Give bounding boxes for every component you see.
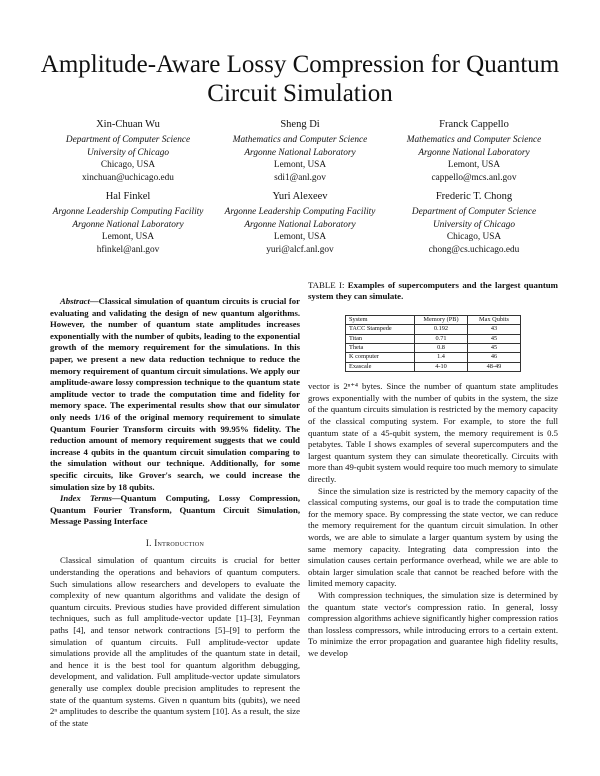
author-org: Argonne National Laboratory xyxy=(244,219,356,230)
author-block xyxy=(28,118,228,184)
author-city: Lemont, USA xyxy=(273,232,327,243)
author-block xyxy=(200,118,400,184)
table-row xyxy=(346,334,521,343)
author-block xyxy=(374,190,574,256)
table-cell: 48-49 xyxy=(468,362,521,371)
author-city: Lemont, USA xyxy=(273,160,327,171)
paper-title: Amplitude-Aware Lossy Compression for Quantum Circuit Simulation xyxy=(40,51,560,107)
table-row xyxy=(346,362,521,371)
author-org: Argonne National Laboratory xyxy=(418,147,530,158)
table-row xyxy=(346,325,521,334)
table-header: Max Qubits xyxy=(468,315,521,324)
author-email: xinchuan@uchicago.edu xyxy=(82,172,174,183)
author-dept: Argonne Leadership Computing Facility xyxy=(224,207,376,217)
author-email: yuri@alcf.anl.gov xyxy=(266,244,334,255)
body-paragraph: Since the simulation size is restricted by the memory capacity of the classical computing systems, our goal is to trade the computation time for the memory space. By compressing the state vector, we can reduce the memory requirement for the quantum circuit simulation. In other words, we are able to simulate a larger quantum system by using the same memory capacity. Integrating data compression into the simulation causes certain performance overhead, while we are able to obtain larger simulation scale that cannot be reached before with the limited memory capacity. xyxy=(308,485,558,589)
author-name: Frederic T. Chong xyxy=(435,191,513,202)
table-cell: 4-10 xyxy=(415,362,468,371)
table-caption-label: TABLE I: xyxy=(308,280,345,290)
author-name: Xin-Chuan Wu xyxy=(96,119,160,130)
author-block xyxy=(374,118,574,184)
author-org: University of Chicago xyxy=(86,147,170,158)
table-cell: K computer xyxy=(346,353,415,362)
section-heading: I. Introduction xyxy=(145,537,205,548)
author-name: Franck Cappello xyxy=(439,119,509,130)
author-dept: Argonne Leadership Computing Facility xyxy=(52,207,204,217)
table-cell: Theta xyxy=(346,344,415,353)
author-email: cappello@mcs.anl.gov xyxy=(431,172,517,183)
abstract-label: Abstract xyxy=(60,296,90,306)
index-terms-label: Index Terms xyxy=(60,493,112,504)
table-header-row xyxy=(346,315,521,324)
author-name: Yuri Alexeev xyxy=(272,191,328,202)
table-header: Memory (PB) xyxy=(415,315,468,324)
table-row xyxy=(346,344,521,353)
table-cell: 0.71 xyxy=(415,334,468,343)
body-paragraph: With compression techniques, the simulation size is determined by the quantum state vector's compression ratio. In general, lossy compression algorithms achieve significantly higher compression ratios than lossless compressors, while introducing errors to a certain extent. To minimize the error propagation and guarantee high fidelity results, we develop xyxy=(308,589,558,658)
author-name: Sheng Di xyxy=(280,119,320,130)
author-city: Lemont, USA xyxy=(447,160,501,171)
intro-paragraph: Classical simulation of quantum circuits is crucial for better understanding the operations and behaviors of quantum computers. Such simulations allow researchers and developers to evaluate the complexity of new quantum algorithms and validate the design of quantum circuits. Previous studies have provided different simulation techniques, such as full amplitude-vector update [1]–[3], Feynman paths [4], and tensor network contractions [5]–[9] to perform the simulation of quantum circuits. Full amplitude-vector update simulations provide all the amplitudes of the quantum state in detail, and hence it is the best tool for quantum algorithm debugging, development, and validation. Full amplitude-vector update simulators generally use complex double precision amplitudes to represent the state of the quantum systems. Given n quantum bits (qubits), we need 2ⁿ amplitudes to describe the quantum system [10]. As a result, the size of the state xyxy=(50,555,300,728)
author-city: Chicago, USA xyxy=(446,232,502,243)
author-dept: Department of Computer Science xyxy=(65,135,191,145)
index-terms-text: —Quantum Computing, Lossy Compression, Quantum Fourier Transform, Quantum Circuit Simulation, Message Passing Interface xyxy=(50,493,301,527)
index-terms xyxy=(50,493,300,528)
author-dept: Mathematics and Computer Science xyxy=(232,135,368,145)
table-cell: Exascale xyxy=(346,362,415,371)
author-block xyxy=(200,190,400,256)
table-cell: 0.8 xyxy=(415,344,468,353)
table-caption-text: Examples of supercomputers and the largest quantum system they can simulate. xyxy=(308,280,559,302)
supercomputer-table xyxy=(345,315,521,372)
author-org: University of Chicago xyxy=(432,219,516,230)
table-cell: 1.4 xyxy=(415,353,468,362)
table-header: System xyxy=(346,315,415,324)
table-cell: Titan xyxy=(346,334,415,343)
abstract xyxy=(50,296,300,493)
table-cell: TACC Stampede xyxy=(346,325,415,334)
author-city: Lemont, USA xyxy=(101,232,155,243)
author-name: Hal Finkel xyxy=(105,191,151,202)
author-email: chong@cs.uchicago.edu xyxy=(428,244,520,255)
author-city: Chicago, USA xyxy=(100,160,156,171)
author-org: Argonne National Laboratory xyxy=(244,147,356,158)
author-block xyxy=(28,190,228,256)
table-caption xyxy=(308,280,558,303)
table-row xyxy=(346,353,521,362)
table-cell: 0.192 xyxy=(415,325,468,334)
author-dept: Mathematics and Computer Science xyxy=(406,135,542,145)
table-cell: 43 xyxy=(468,325,521,334)
left-column xyxy=(50,296,300,729)
author-email: hfinkel@anl.gov xyxy=(96,244,160,255)
table-cell: 45 xyxy=(468,334,521,343)
author-org: Argonne National Laboratory xyxy=(72,219,184,230)
table-cell: 46 xyxy=(468,353,521,362)
body-paragraph: vector is 2ⁿ⁺⁴ bytes. Since the number of quantum state amplitudes grows exponentially with the number of qubits in the system, the size of the quantum circuits simulation is restricted by the memory capacity of the classical computing system. For example, to store the full quantum state of a 45-qubit system, the memory requirement is 0.5 petabytes. Table I shows examples of several supercomputers and the largest quantum system they can simulate theoretically. Circuits with more than 49-qubit system would require too much memory to simulate directly. xyxy=(308,381,558,484)
abstract-text: —Classical simulation of quantum circuits is crucial for evaluating and validating the design of new quantum algorithms. However, the number of quantum state amplitudes increases exponentially with the number of qubits, leading to the exponential growth of the memory requirement for the simulations. In this paper, we present a new data reduction technique to reduce the memory requirement of quantum circuit simulations. We apply our amplitude-aware lossy compression technique to the quantum state amplitude vector to trade the computation time and fidelity for memory space. The experimental results show that our simulator only needs 1/16 of the original memory requirement to simulate Quantum Fourier Transform circuits with 99.95% fidelity. The reduction amount of memory requirement suggests that we could increase 4 qubits in the quantum circuit simulation comparing to the simulation without our technique. Additionally, for some specific circuits, like Grover's search, we could increase the simulation size by 18 qubits. xyxy=(50,296,300,492)
right-column xyxy=(308,280,558,660)
author-email: sdi1@anl.gov xyxy=(274,172,326,183)
table-cell: 45 xyxy=(468,344,521,353)
author-dept: Department of Computer Science xyxy=(411,207,537,217)
